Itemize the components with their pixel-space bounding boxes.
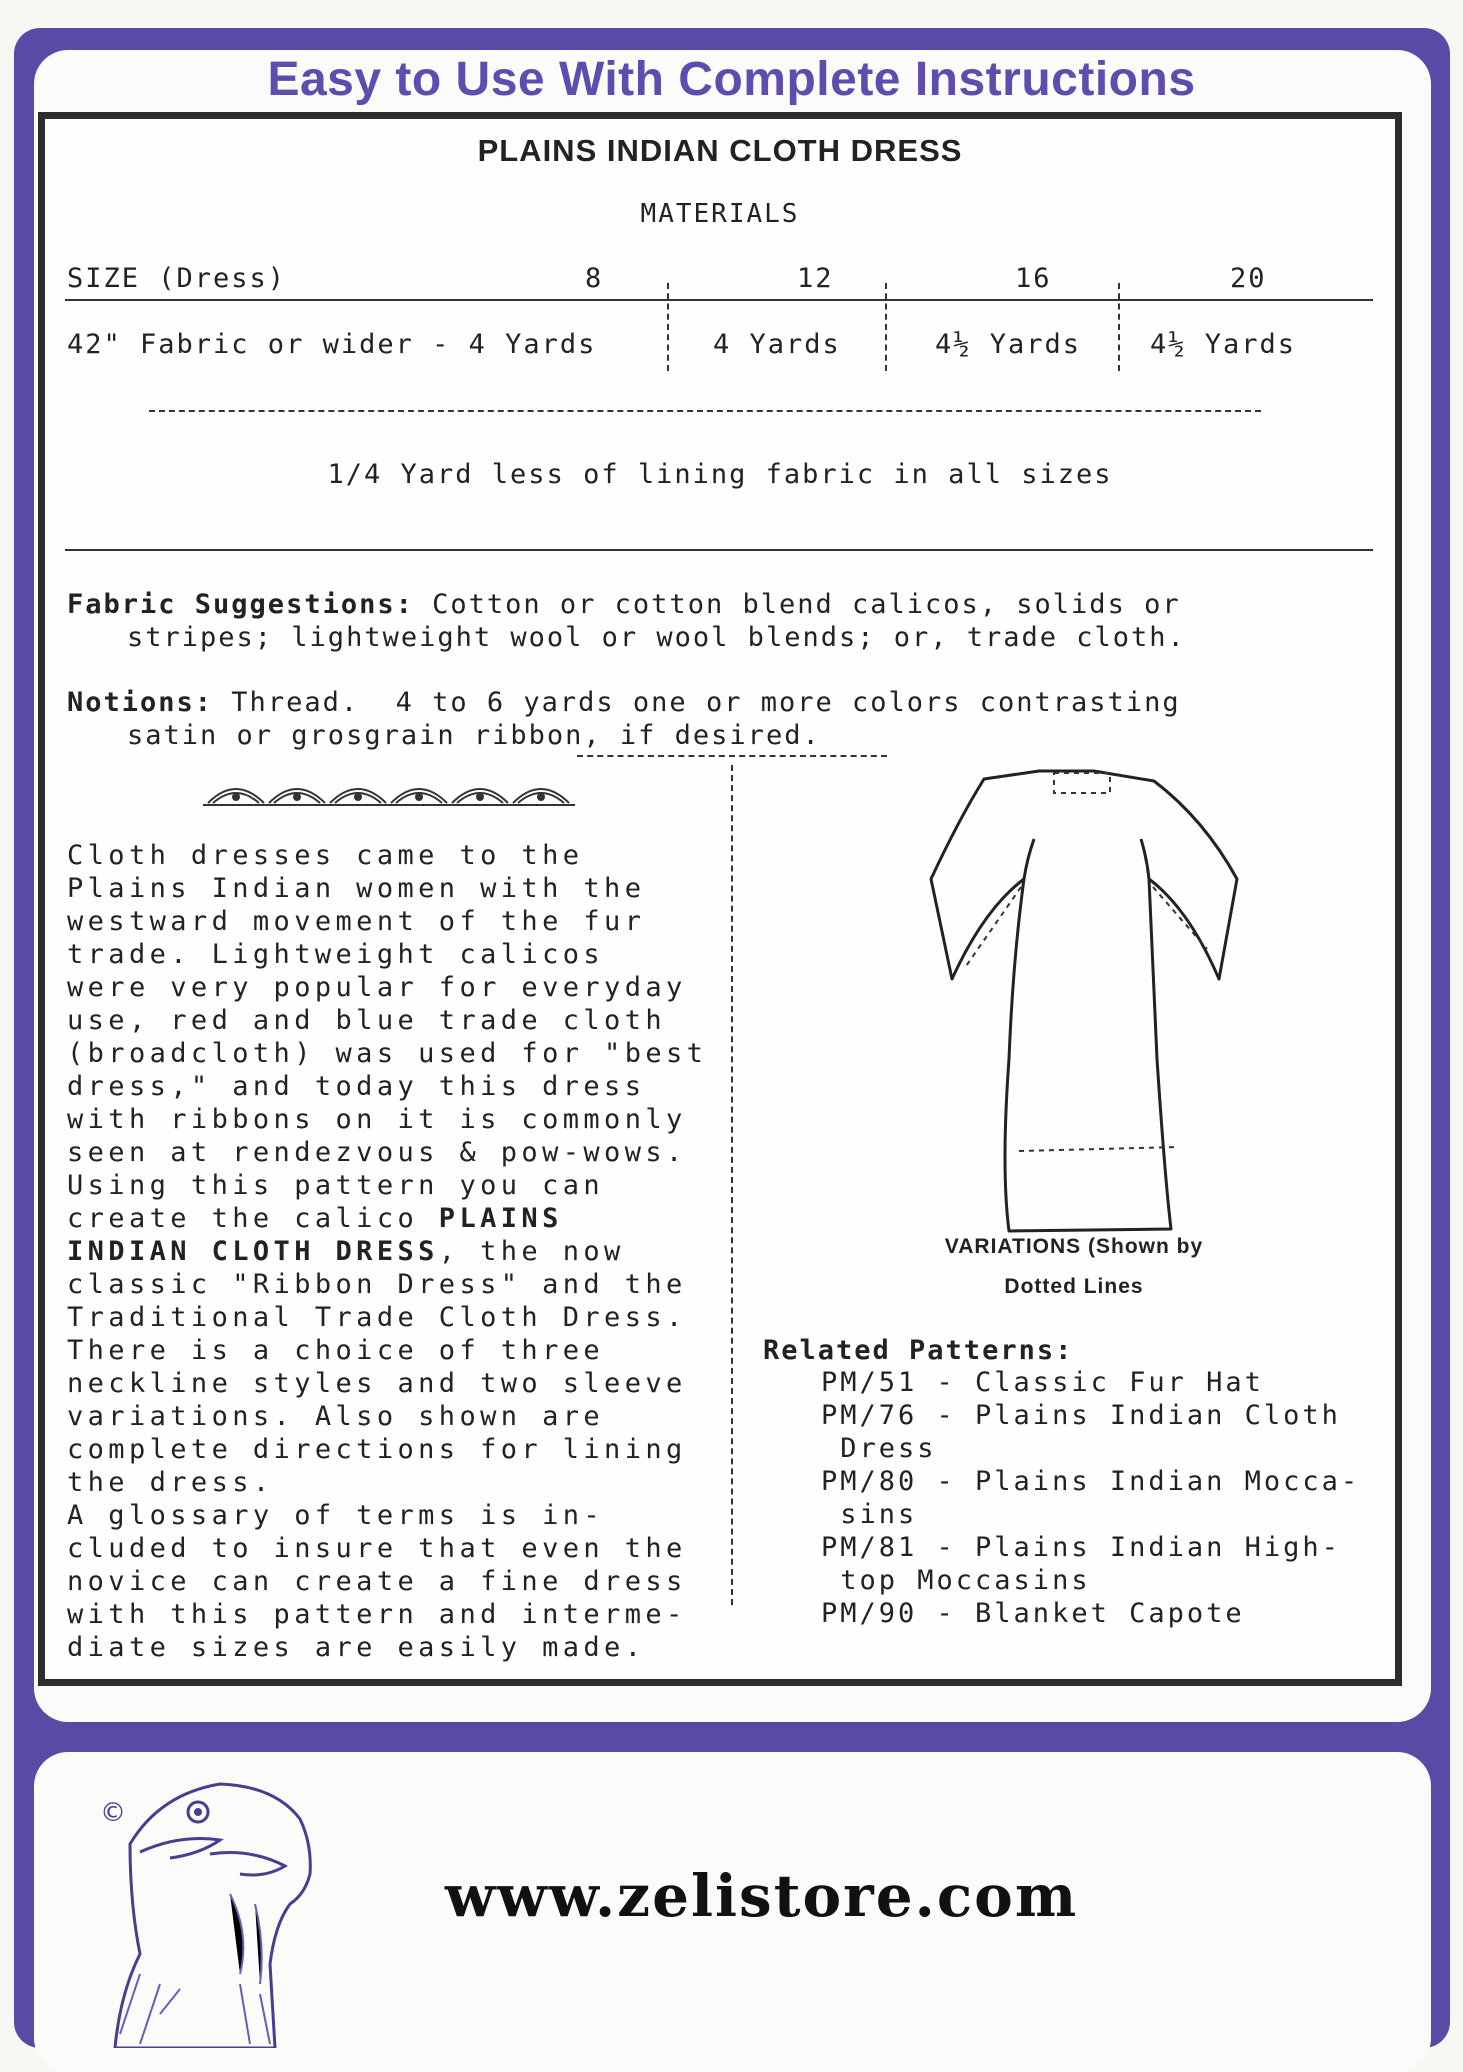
notions-label: Notions: [67,687,214,718]
related-item: Dress [821,1433,937,1464]
description-line: seen at rendezvous & pow-wows. [67,1137,687,1168]
description-bold: INDIAN CLOTH DRESS [67,1236,439,1267]
description-text: , the now [438,1236,625,1267]
description [67,839,707,1664]
description-line: use, red and blue trade cloth [67,1005,667,1036]
dashed-separator [149,410,1261,412]
related-item: PM/80 - Plains Indian Mocca- [821,1466,1361,1497]
column-divider [667,283,669,371]
description-line: cluded to insure that even the [67,1533,687,1564]
description-line: dress," and today this dress [67,1071,646,1102]
description-bold: PLAINS [438,1203,563,1234]
fabric-suggestions-label: Fabric Suggestions: [67,589,414,620]
description-line: A glossary of terms is in- [67,1500,605,1531]
eagle-logo-icon [100,1774,320,2048]
website-url[interactable]: www.zelistore.com [445,1862,1079,1930]
description-line: trade. Lightweight calicos [67,939,605,970]
fabric-suggestions [67,589,1181,620]
size-12: 12 [797,263,834,294]
description-line [67,1235,707,1268]
related-item: top Moccasins [821,1565,1091,1596]
description-line: westward movement of the fur [67,906,646,937]
description-line: classic "Ribbon Dress" and the [67,1269,687,1300]
description-line: complete directions for lining [67,1434,687,1465]
notions-cont: satin or grosgrain ribbon, if desired. [127,720,821,751]
notions-text: Thread. 4 to 6 yards one or more colors contrasting [213,687,1181,718]
section-rule [65,549,1373,551]
description-line: novice can create a fine dress [67,1566,687,1597]
column-divider [1118,283,1120,371]
fabric-suggestions-text: Cotton or cotton blend calicos, solids or [413,589,1181,620]
description-line: neckline styles and two sleeve [67,1368,687,1399]
description-line: There is a choice of three [67,1335,605,1366]
yardage-20: 4½ Yards [1150,329,1297,360]
description-line: Cloth dresses came to the [67,840,584,871]
related-item: PM/51 - Classic Fur Hat [821,1367,1264,1398]
lining-note: 1/4 Yard less of lining fabric in all sizes [327,459,1113,490]
yardage-12: 4 Yards [713,329,841,360]
notions [67,687,1181,718]
fabric-suggestions-cont: stripes; lightweight wool or wool blends; or, trade cloth. [127,622,1186,653]
related-patterns [763,1335,1383,1630]
headline: Easy to Use With Complete Instructions [267,53,1196,106]
description-line: Plains Indian women with the [67,873,646,904]
description-line: diate sizes are easily made. [67,1632,646,1663]
size-row-rule [65,299,1373,301]
pattern-info-box [38,112,1402,1686]
description-line: the dress. [67,1467,274,1498]
related-item: sins [821,1499,918,1530]
size-20: 20 [1230,263,1267,294]
variations-caption: VARIATIONS (Shown by [944,1235,1204,1258]
description-line: were very popular for everyday [67,972,687,1003]
description-line: variations. Also shown are [67,1401,605,1432]
description-text: create the calico [67,1203,439,1234]
size-label: SIZE (Dress) [67,263,287,294]
description-line: with this pattern and interme- [67,1599,687,1630]
variations-caption-2: Dotted Lines [1004,1275,1144,1298]
related-item: PM/81 - Plains Indian High- [821,1532,1341,1563]
related-title: Related Patterns: [763,1335,1074,1366]
notions-underline [577,755,887,757]
ornament-border [203,775,583,809]
size-16: 16 [1015,263,1052,294]
related-item: PM/76 - Plains Indian Cloth [821,1400,1341,1431]
fabric-requirement: 42" Fabric or wider - 4 Yards [67,329,597,360]
materials-heading: MATERIALS [640,199,800,229]
size-8: 8 [585,263,604,294]
related-list [763,1366,1383,1630]
description-line: Traditional Trade Cloth Dress. [67,1302,687,1333]
pattern-title: PLAINS INDIAN CLOTH DRESS [477,133,963,168]
column-divider [885,283,887,371]
description-line: with ribbons on it is commonly [67,1104,687,1135]
column-divider-main [731,765,733,1605]
dress-illustration [889,759,1249,1239]
description-line: (broadcloth) was used for "best [67,1038,708,1069]
yardage-16: 4½ Yards [935,329,1082,360]
related-item: PM/90 - Blanket Capote [821,1598,1245,1629]
description-line [67,1202,707,1235]
description-line: Using this pattern you can [67,1170,605,1201]
copyright-mark: © [100,1798,126,1828]
